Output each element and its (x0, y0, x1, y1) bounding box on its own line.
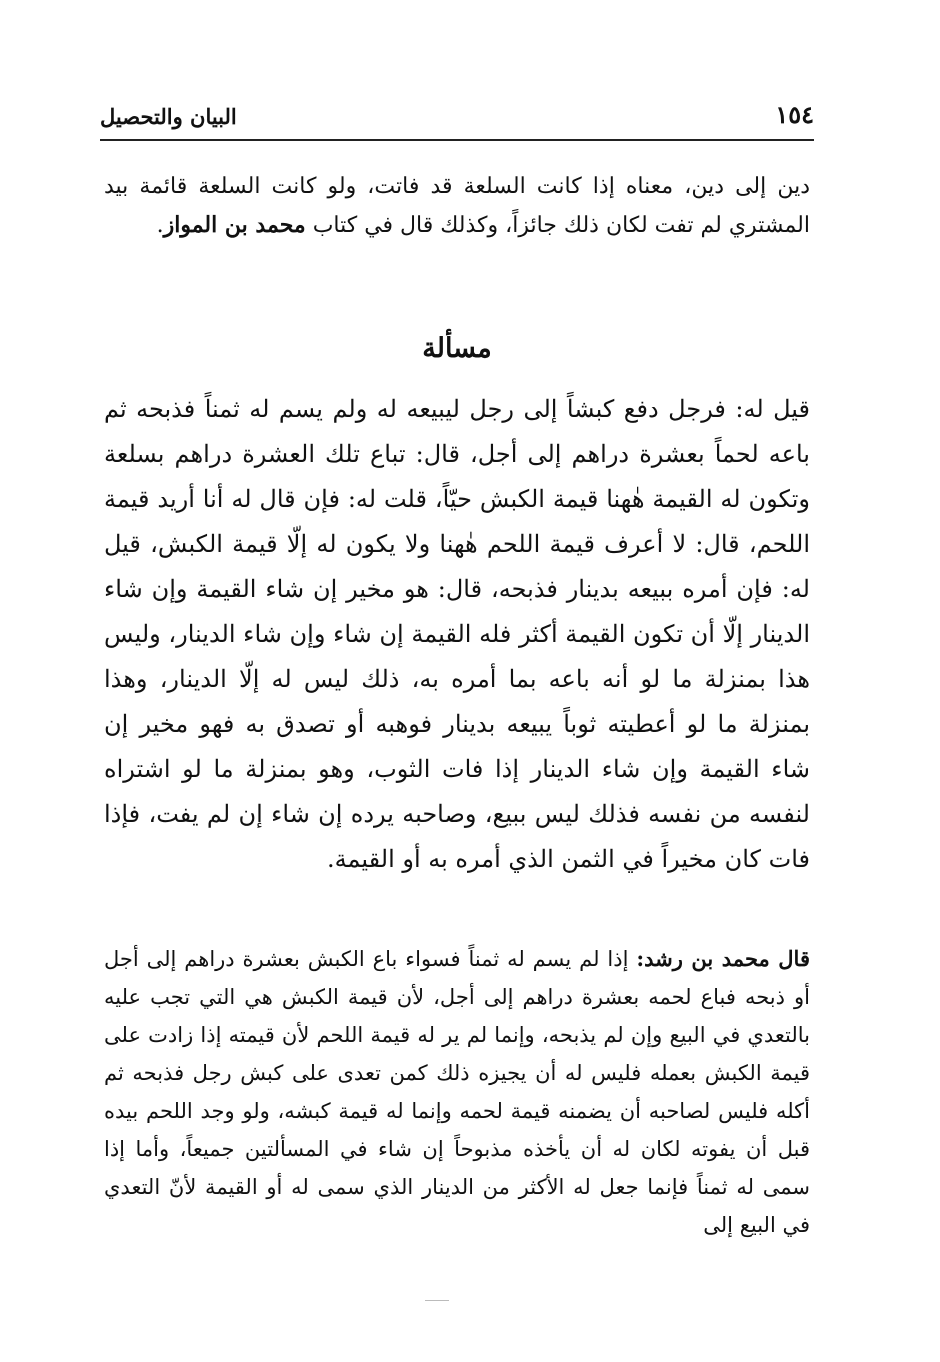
continuation-bold-name: محمد بن المواز (163, 212, 306, 238)
footer-mark (425, 1300, 449, 1301)
commentary-text: إذا لم يسم له ثمناً فسواء باع الكبش بعشرة دراهم إلى أجل أو ذبحه فباع لحمه بعشرة دراهم إلى أجل، لأن قيمة الكبش هي التي تجب عليه بالتعدي في البيع وإن لم يذبحه، وإنما لم ير له قيمة اللحم لأن قيمته إذا زادت على قيمة الكبش بعمله فليس له أن يجيزه ذلك كمن تعدى على كبش رجل فذبحه ثم أكله فليس لصاحبه أن يضمنه قيمة لحمه وإنما له قيمة كبشه، ولو وجد اللحم بيده قبل أن يفوته لكان له أن يأخذه مذبوحاً إن شاء في المسألتين جميعاً، وأما إذا سمى له ثمناً فإنما جعل له الأكثر من الدينار الذي سمى له أو القيمة لأنّ التعدي في البيع إلى (104, 947, 810, 1237)
page-header (100, 96, 814, 136)
running-title: البيان والتحصيل (100, 104, 237, 129)
continuation-paragraph (104, 168, 810, 245)
continuation-end: . (156, 213, 164, 238)
header-rule (100, 139, 814, 141)
continuation-text: دين إلى دين، معناه إذا كانت السلعة قد فاتت، ولو كانت السلعة قائمة بيد المشتري لم تفت لكان ذلك جائزاً، وكذلك قال في كتاب (104, 174, 810, 238)
commentary-speaker: قال محمد بن رشد: (636, 946, 810, 971)
section-title: مسألة (422, 333, 492, 364)
commentary-paragraph (104, 940, 810, 1244)
question-paragraph: قيل له: فرجل دفع كبشاً إلى رجل ليبيعه له ولم يسم له ثمناً فذبحه ثم باعه لحماً بعشرة دراهم إلى أجل، قال: تباع تلك العشرة دراهم بسلعة وتكون له القيمة هٰهنا قيمة الكبش حيّاً، قلت له: فإن قال له أنا أريد قيمة اللحم، قال: لا أعرف قيمة اللحم هٰهنا ولا يكون له إلّا قيمة الكبش، قيل له: فإن أمره ببيعه بدينار فذبحه، قال: هو مخير إن شاء القيمة وإن شاء الدينار إلّا أن تكون القيمة أكثر فله القيمة إن شاء وإن شاء الدينار، وليس هذا بمنزلة ما لو أنه باعه بما أمره به، ذلك ليس له إلّا الدينار، وهذا بمنزلة ما لو أعطيته ثوباً يبيعه بدينار فوهبه أو تصدق به فهو مخير إن شاء القيمة وإن شاء الدينار إذا فات الثوب، وهو بمنزلة ما لو اشتراه لنفسه من نفسه فذلك ليس ببيع، وصاحبه يرده إن شاء إن لم يفت، فإذا فات كان مخيراً في الثمن الذي أمره به أو القيمة. (104, 395, 811, 873)
page-number: ١٥٤ (775, 100, 814, 129)
